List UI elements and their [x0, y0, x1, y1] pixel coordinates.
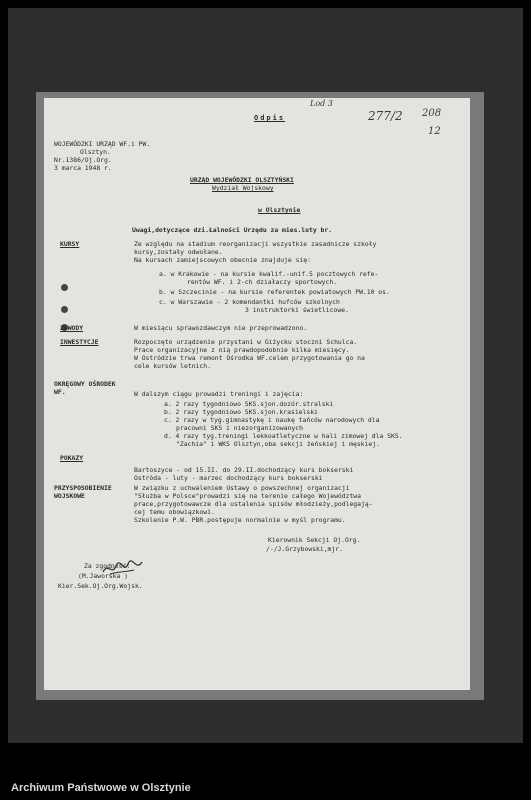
center-item: a. 2 razy tygodniowo SKS.sjon.dozór.stralski — [164, 400, 334, 408]
section-label-osrodek: OKRĘGOWY OŚRODEK WF. — [54, 380, 116, 396]
document-title: Odpis — [254, 114, 286, 122]
handwritten-number: 277/2 — [368, 109, 403, 123]
top-note: Lod 3 — [310, 99, 333, 108]
section-label-kursy: KURSY — [60, 240, 80, 248]
handwritten-signature — [100, 558, 146, 580]
section-label-pokazy: POKAZY — [60, 454, 84, 462]
punch-hole — [61, 284, 68, 291]
course-item: rentów WF. i 2-ch działaczy sportowych. — [187, 278, 338, 286]
document-page: Lod 3 Odpis 277/2 208 12 WOJEWÓDZKI URZĄD WF.i PW. Olsztyn. Nr.1386/Oj.Org. 3 marca 1948 r. URZĄD WOJEWÓDZKI OLSZTYŃSKI Wydział Wojskowy w Olsztynie Uwagi,dotyczące dzi.Łalności Urzędu za mies.luty br. KURSY Ze względu na stadium reorganizacji wszystkie zasadnicze szkoły kursy,zostały odwołane. Na kursach zamiejscowych obecnie znajduje się: a. w Krakowie - na kursie kwalif.-unif.5 pocztowych refe- rentów WF. i 2-ch działaczy sportowych. b. w Szczecinie - na kursie referentek powiatowych PW.10 os. c. w Warszawie - 2 komendantki hufców szkolnych 3 instruktorki świetlicowe. ZAWODY W miesiącu sprawozdawczym nie przeprowadzono. INWESTYCJE Rozpoczęto urządzenie przystani w Giżycku stoczni Schulca. Prace organizacyjne z nią prawdopodobnie kilka miesięcy. W Ostródzie trwa remont Ośrodka WF.celem przygotowania go na cele kursów letnich. OKRĘGOWY OŚRODEK WF. W dalszym ciągu prowadzi treningi i zajęcia: a. 2 razy tygodniowo SKS.sjon.dozór.stralski b. 2 razy tygodniowo SKS.sjon.krasielski c. 2 razy w tyg.gimnastykę i naukę tańców narodowych dla pracowni SKS i niezorganizowanych d. 4 razy tyg.treningi lekkoatletyczne w hali zimowej dla SKS. "Zachia" i WKS Olsztyn,oba sekcji żeńskiej i męskiej. POKAZY Bartoszyce - od 15.II. do 29.II.dochodzący kurs bokserski Ostróda - luty - marzec dochodzący kurs bokserski PRZYSPOSOBIENIE WOJSKOWE W związku z uchwaleniem Ustawy o powszechnej organizacji "Służba w Polsce"prowadzi się na terenie całego Województwa prace,przygotowawcze dla ustalenia spisów młodzieży,podlegają- cej temu obowiązkowi. Szkolenie P.W. PBR.postępuje normalnie w myśl programu. Kierownik Sekcji Oj.Org. /-/J.Grzybowski,mjr. Za zgodność: (M.Jaworska ) Kier.Sek.Oj.Org.Wojsk. — [44, 98, 470, 690]
course-item: a. w Krakowie - na kursie kwalif.-unif.5 pocztowych refe- — [159, 270, 379, 278]
section-label-zawody: ZAWODY — [60, 324, 84, 332]
center-item: d. 4 razy tyg.treningi lekkoatletyczne w hali zimowej dla SKS. — [164, 432, 403, 440]
section-label-inwestycje: INWESTYCJE — [60, 338, 99, 346]
archive-label: Archiwum Państwowe w Olsztynie — [11, 782, 191, 794]
page-number-sub: 12 — [428, 126, 441, 137]
course-item: 3 instruktorki świetlicowe. — [245, 306, 349, 314]
center-item: b. 2 razy tygodniowo SKS.sjon.krasielski — [164, 408, 318, 416]
course-item: c. w Warszawie - 2 komendantki hufców szkolnych — [159, 298, 340, 306]
section-label-pw: PRZYSPOSOBIENIE WOJSKOWE — [54, 484, 112, 500]
center-item: "Zachia" i WKS Olsztyn,oba sekcji żeńskiej i męskiej. — [176, 440, 380, 448]
punch-hole — [61, 306, 68, 313]
center-item: c. 2 razy w tyg.gimnastykę i naukę tańców narodowych dla — [164, 416, 380, 424]
intro-line: Uwagi,dotyczące dzi.Łalności Urzędu za mies.luty br. — [132, 226, 333, 234]
center-item: pracowni SKS i niezorganizowanych — [176, 424, 303, 432]
page-number: 208 — [422, 108, 442, 119]
course-item: b. w Szczecinie - na kursie referentek powiatowych PW.10 os. — [159, 288, 390, 296]
